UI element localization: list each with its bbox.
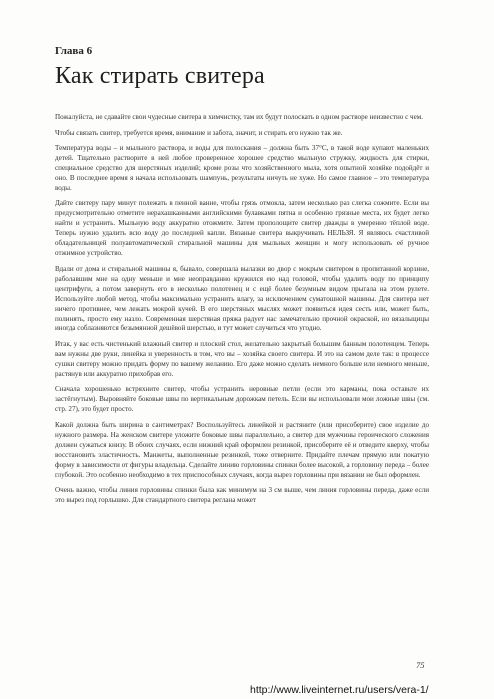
paragraph: Дайте свитеру пару минут полежать в пенной ванне, чтобы грязь отмокла, затем несколько раз слегка сожмите. Если вы предусмотрительно отметите нерахашканными английскими булавками пятна и особенно грязные места, их будет легко найти и устранить. Мыльную воду аккуратно отожмите. Затем прополощите свитер дважды в умеренно тёплой воде. Теперь нужно удалить всю воду до последней капли. Вязаные свитера выкручивать НЕЛЬЗЯ. Я являюсь счастливой обладательницей полуавтоматической стиральной машины для мыльных женщин и могу использовать её ручное отжимное устройство.	[55, 199, 429, 258]
paragraph: Какой должна быть ширина в сантиметрах? Воспользуйтесь линейкой и растяните (или присоберите) свое изделие до нужного размера. На женском свитере уложите боковые швы параллельно, а свитер для мужчины героического сложения должен сужаться книзу. В обоих случаях, если нижний край оформлен резинкой, присоберите её и отведите кверху, чтобы восстановить эластичность. Манжеты, выполненные резинкой, тоже отверните. Придайте плечам прямую или покатую форму в зависимости от фигуры владельца. Сделайте линию горловины спинки более высокой, а горловину переда – более глубокой. Это особенно необходимо в тех приспособных случаях, когда вырез горловины при вязании не был оформлен.	[55, 420, 429, 479]
paragraph: Чтобы связать свитер, требуется время, внимание и забота, значит, и стирать его нужно так же.	[55, 128, 343, 137]
paragraph: Итак, у вас есть чистенький влажный свитер и плоский стол, желательно закрытый большим банным полотенцем. Теперь вам нужны две руки, линейка и уверенность в том, что вы – хозяйка своего свитера. И это на самом деле так: в процессе сушки свитеру можно придать форму по вашему желанию. Его даже можно сделать немного больше или немного меньше, растянув или аккуратно прихобрав его.	[55, 340, 429, 378]
page-number: 75	[416, 660, 425, 670]
paragraph: Температура воды – и мыльного раствора, и воды для полоскания – должна быть 37°С, в такой воде купают маленьких детей. Тщательно растворите в ней любое проверенное хорошее средство мыльную стружку, жидкость для стирки, специальное средство для шерстяных изделий; кроме розы что хозяйственного мыла, хотя опытной хозяйке подойдёт и оно. В последнее время я начала использовать шампунь, результаты ничуть не хуже. Но самое главное – это температура воды.	[55, 144, 429, 192]
source-url: http://www.liveinternet.ru/users/vera-1/	[250, 684, 429, 696]
paragraph: Сначала хорошенько встряхните свитер, чтобы устранить неровные петли (если это карманы, пока оставьте их застёгнутым). Выровняйте боковые швы по вертикальным дорожкам петель. Если вы использовали мои ложные швы (см. стр. 27), это будет просто.	[55, 385, 429, 414]
chapter-label: Глава 6	[55, 45, 93, 57]
chapter-title: Как стирать свитера	[55, 63, 265, 89]
paragraph: Пожалуйста, не сдавайте свои чудесные свитера в химчистку, там их будут полоскать в одном растворе неизвестно с чем.	[55, 113, 423, 121]
paragraph: Вдали от дома и стиральной машины я, бывало, совершала вылазки во двор с мокрым свитером в пропитанной корзине, раболавшим мне на одну меньше и мне неоправданно кружился ею над головой, чтобы удалить воду по принципу центрифуги, а потом завернуть его в несколько полотенец и с ещё более безумным видом прыгала на этом рулете. Используйте любой метод, чтобы максимально устранить влагу, за исключением суматошной машины. Для свитера нет ничего противнее, чем лежать мокрой кучей. В его шерстяных мыслях может появиться идея сесть или, может быть, полинять, просто ему назло. Современная шерстяная пряжа радует нас замечательно прочной окраской, но вязальщицы иногда соблазняются безымянной дешёвой шерстью, и тут может случиться что угодно.	[55, 264, 429, 333]
body-text	[55, 113, 429, 512]
paragraph: Очень важно, чтобы линия горловины спинки была как минимум на 3 см выше, чем линия горловины переда, даже если это вырез под горлышко. Для стандартного свитера реглана может	[55, 486, 429, 505]
